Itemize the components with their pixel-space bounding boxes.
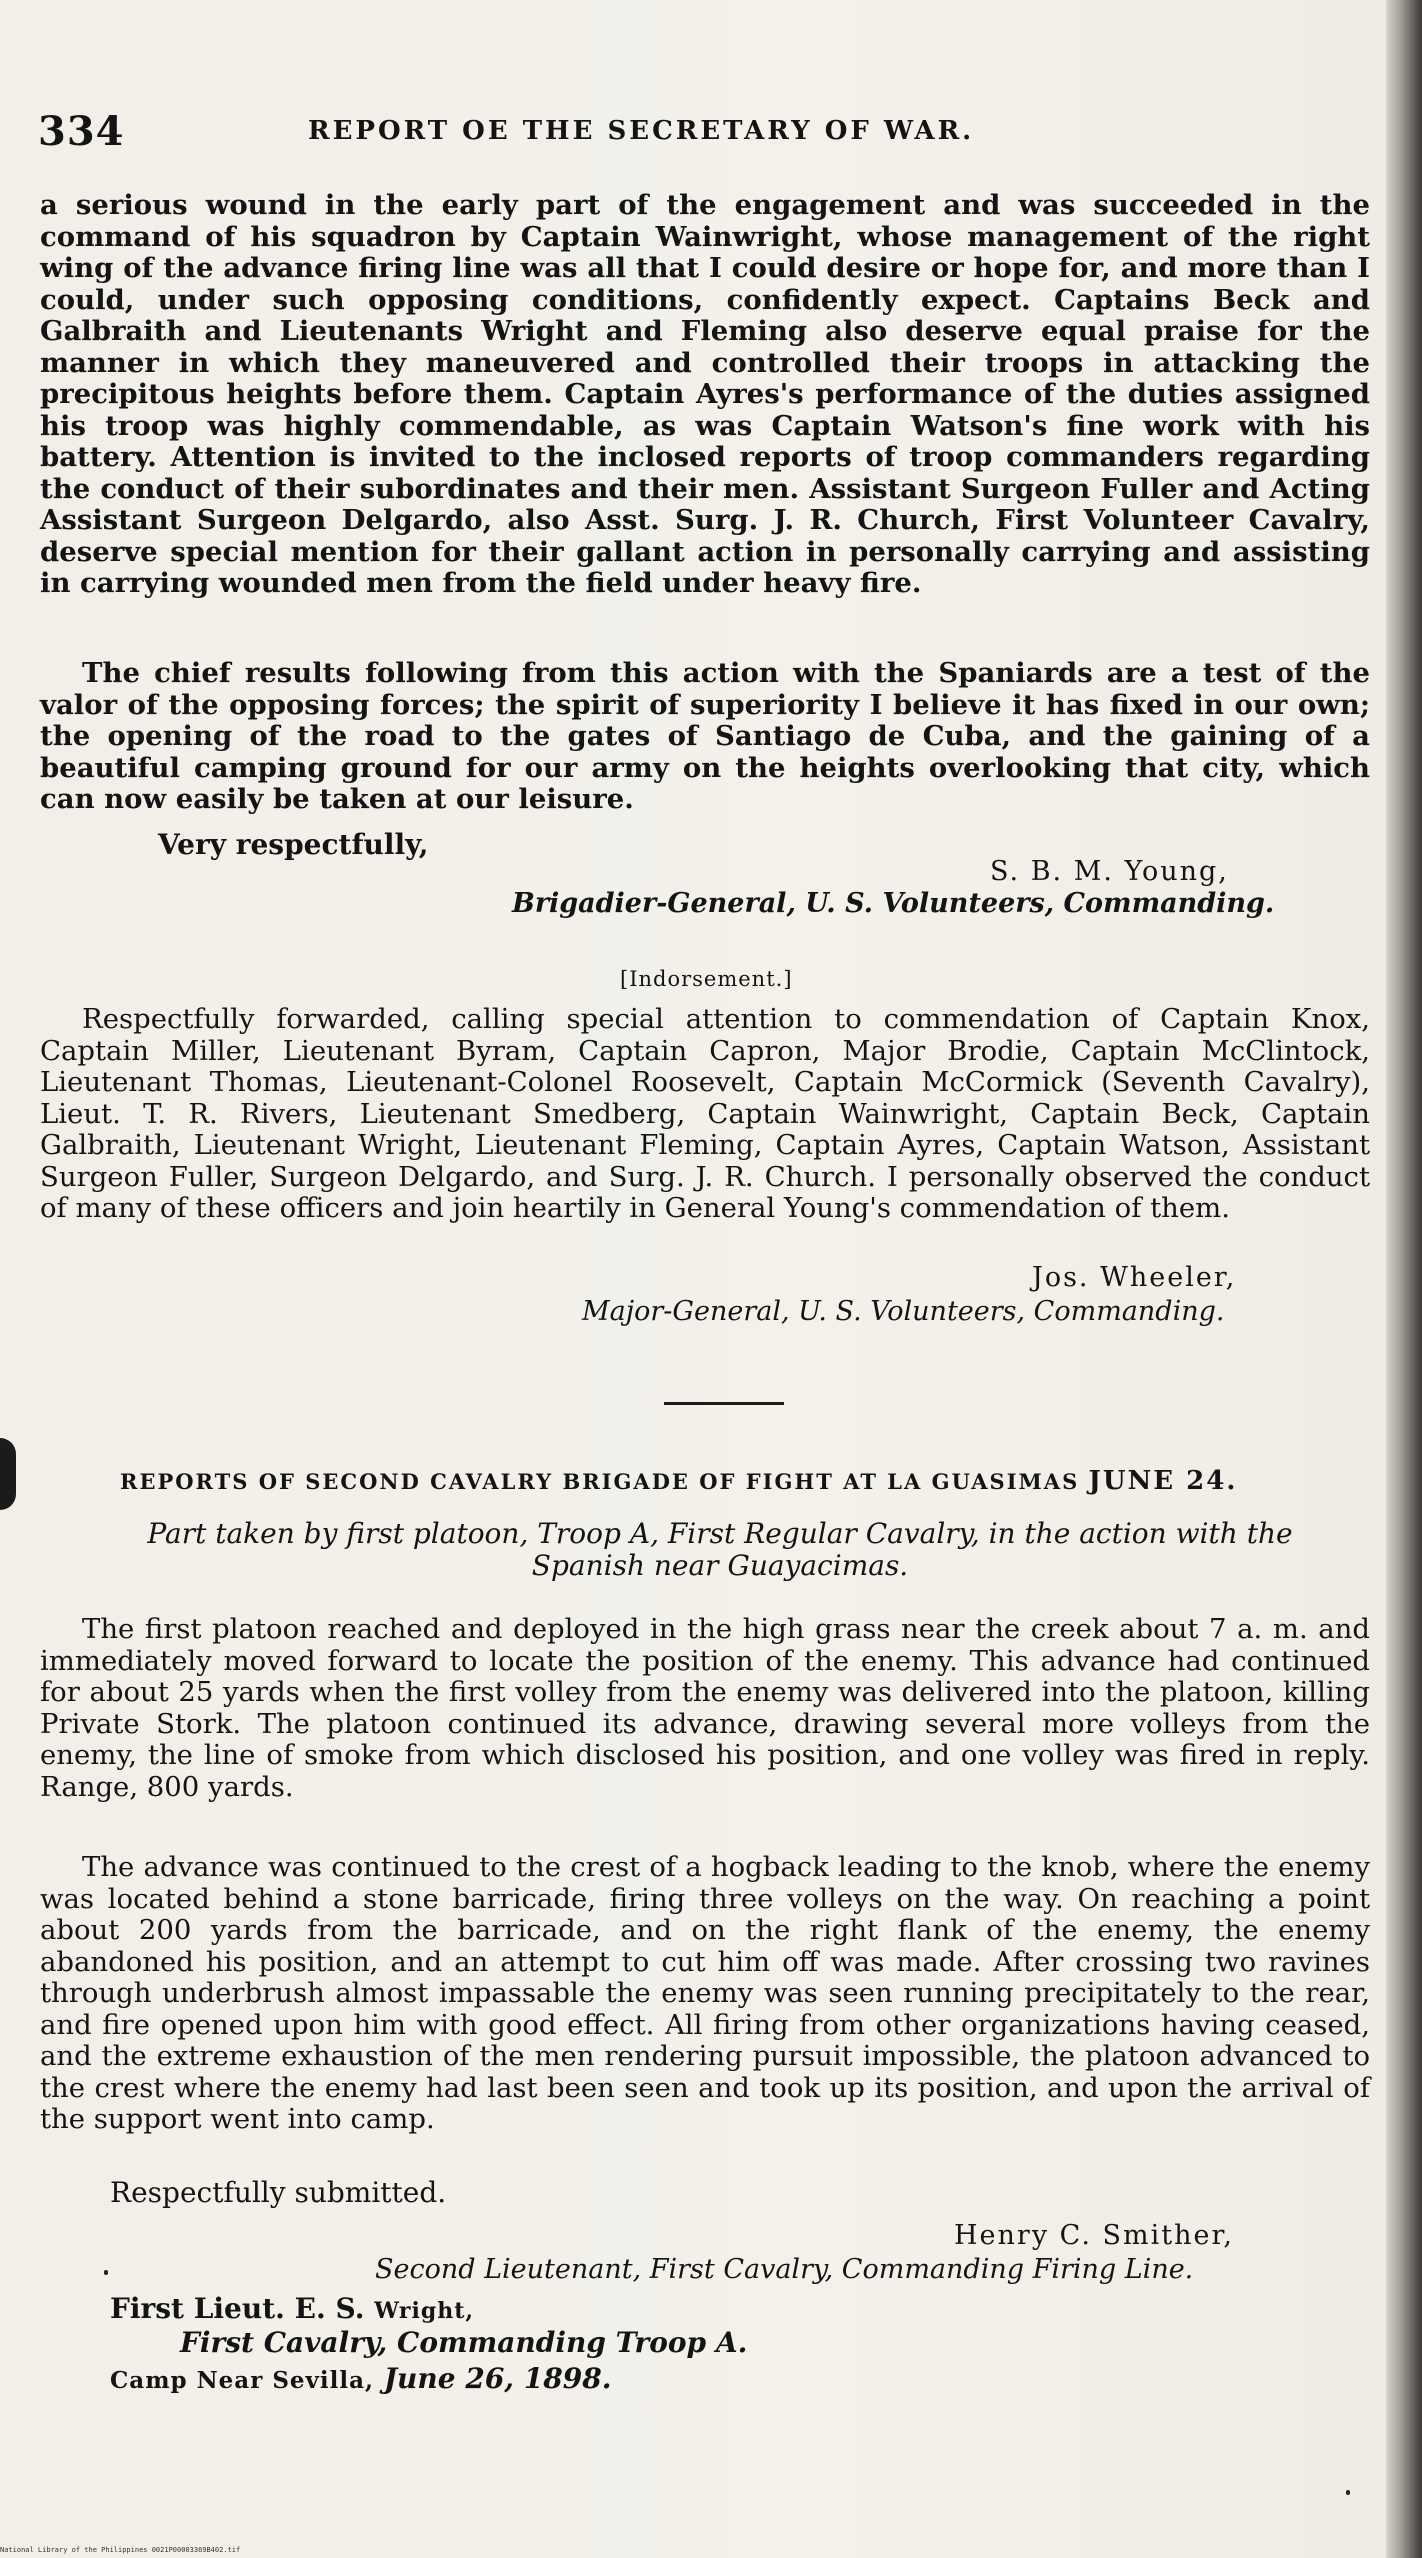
young-closing: Very respectfully, — [158, 828, 429, 861]
addressee-title: First Cavalry, Commanding Troop A. — [180, 2326, 748, 2359]
addressee-name — [110, 2292, 474, 2325]
young-report-results-paragraph: The chief results following from this action with the Spaniards are a test of the valor of the opposing forces; the spirit of superiority I believe it has fixed in our own; the opening of the road to the gates of Santiago de Cuba, and the gaining of a beautiful camping ground for our army on the heights overlooking that city, which can now easily be taken at our leisure. — [40, 657, 1370, 815]
section-heading-text: REPORTS OF SECOND CAVALRY BRIGADE OF FIGHT AT LA GUASIMAS — [120, 1469, 1080, 1494]
indorsement-paragraph: Respectfully forwarded, calling special attention to commendation of Captain Knox, Captain Miller, Lieutenant Byram, Captain Capron, Major Brodie, Captain McClintock, Lieutenant Thomas, Lieutenant-Colonel Roosevelt, Captain McCormick (Seventh Cavalry), Lieut. T. R. Rivers, Lieutenant Smedberg, Captain Wainwright, Captain Beck, Captain Galbraith, Lieutenant Wright, Lieutenant Fleming, Captain Ayres, Captain Watson, Assistant Surgeon Fuller, Surgeon Delgardo, and Surg. J. R. Church. I personally observed the conduct of many of these officers and join heartily in General Young's commendation of them. — [40, 1003, 1370, 1224]
smither-closing: Respectfully submitted. — [110, 2176, 447, 2209]
wheeler-signer-name: Jos. Wheeler, — [1032, 1262, 1237, 1293]
young-signer-name: S. B. M. Young, — [990, 856, 1229, 887]
camp-location: Camp Near Sevilla, — [110, 2367, 375, 2394]
indorsement-label: [Indorsement.] — [620, 967, 793, 991]
wheeler-signer-title: Major-General, U. S. Volunteers, Commanding. — [582, 1296, 1225, 1327]
second-brigade-heading — [120, 1466, 1237, 1496]
running-head: REPORT OE THE SECRETARY OF WAR. — [308, 116, 975, 146]
place-and-date — [110, 2362, 611, 2395]
platoon-report-paragraph-1: The first platoon reached and deployed in the high grass near the creek about 7 a. m. and immediately moved forward to locate the position of the enemy. This advance had continued for about 25 yards when the first volley from the enemy was delivered into the platoon, killing Private Stork. The platoon continued its advance, drawing several more volleys from the enemy, the line of smoke from which disclosed his position, and one volley was fired in reply. Range, 800 yards. — [40, 1613, 1370, 1803]
young-signer-title: Brigadier-General, U. S. Volunteers, Commanding. — [512, 888, 1275, 919]
subtitle-line-1: Part taken by first platoon, Troop A, First Regular Cavalry, in the action with the — [147, 1517, 1293, 1550]
print-speck — [104, 2270, 108, 2275]
report-date: June 26, 1898. — [383, 2362, 612, 2395]
addressee-surname: Wright, — [374, 2298, 475, 2324]
page-edge-mark — [0, 1438, 16, 1510]
page-number: 334 — [38, 108, 125, 155]
young-report-continuation: a serious wound in the early part of the engagement and was succeeded in the command of his squadron by Captain Wainwright, whose management of the right wing of the advance firing line was all that I could desire or hope for, and more than I could, under such opposing conditions, confidently expect. Captains Beck and Galbraith and Lieutenants Wright and Fleming also deserve equal praise for the manner in which they maneuvered and controlled their troops in attacking the precipitous heights before them. Captain Ayres's performance of the duties assigned his troop was highly commendable, as was Captain Watson's fine work with his battery. Attention is invited to the inclosed reports of troop commanders regarding the conduct of their subordinates and their men. Assistant Surgeon Fuller and Acting Assistant Surgeon Delgardo, also Asst. Surg. J. R. Church, First Volunteer Cavalry, deserve special mention for their gallant action in personally carrying and assisting in carrying wounded men from the field under heavy fire. — [40, 189, 1370, 599]
addressee-prefix: First Lieut. E. S. — [110, 2292, 365, 2325]
print-speck — [1346, 2490, 1350, 2495]
scan-credit: National Library of the Philippines 0021P00003369B402.tif — [0, 2546, 241, 2554]
platoon-report-paragraph-2: The advance was continued to the crest of a hogback leading to the knob, where the enemy was located behind a stone barricade, firing three volleys on the way. On reaching a point about 200 yards from the barricade, and on the right flank of the enemy, the enemy abandoned his position, and an attempt to cut him off was made. After crossing two ravines through underbrush almost impassable the enemy was seen running precipitately to the rear, and fire opened upon him with good effect. All firing from other organizations having ceased, and the extreme exhaustion of the men rendering pursuit impossible, the platoon advanced to the crest where the enemy had last been seen and took up its position, and upon the arrival of the support went into camp. — [40, 1851, 1370, 2135]
section-divider — [664, 1402, 784, 1405]
smither-signer-title: Second Lieutenant, First Cavalry, Commanding Firing Line. — [375, 2254, 1194, 2285]
subtitle-line-2: Spanish near Guayacimas. — [531, 1549, 909, 1582]
report-subtitle — [70, 1518, 1370, 1582]
section-heading-date: JUNE 24. — [1088, 1466, 1238, 1496]
page-header — [38, 108, 1098, 156]
book-spine-shadow — [1386, 0, 1422, 2558]
smither-signer-name: Henry C. Smither, — [954, 2220, 1234, 2251]
